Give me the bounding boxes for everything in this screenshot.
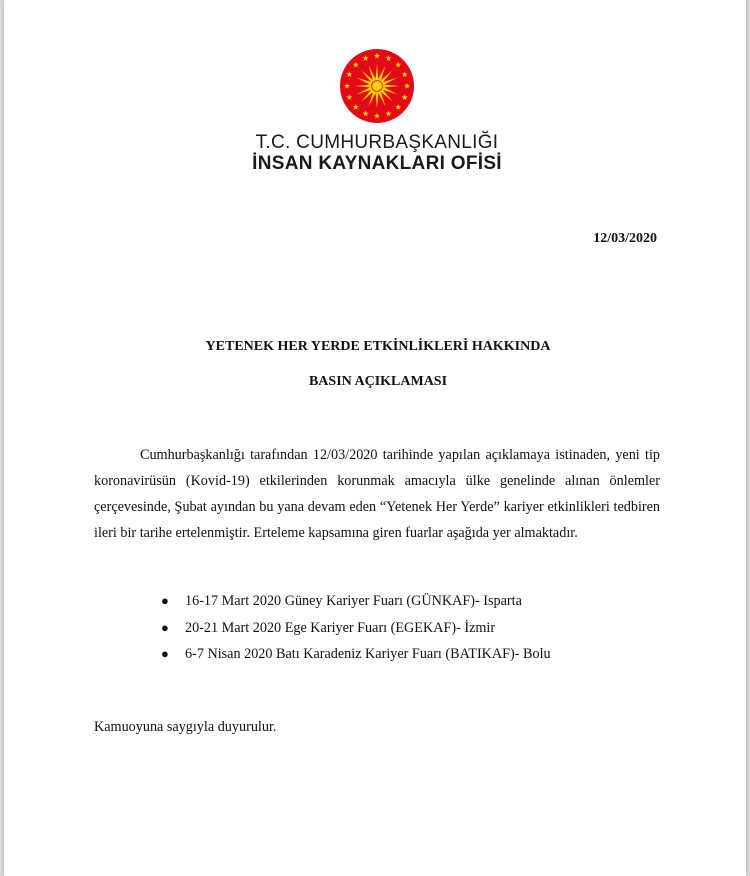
- fair-entry: 6-7 Nisan 2020 Batı Karadeniz Kariyer Fuarı (BATIKAF)- Bolu: [185, 646, 551, 662]
- document-title: YETENEK HER YERDE ETKİNLİKLERİ HAKKINDA: [205, 339, 551, 354]
- presidential-seal-icon: [339, 48, 415, 124]
- org-name-line-1: T.C. CUMHURBAŞKANLIĞI: [255, 132, 499, 153]
- closing-line: Kamuoyuna saygıyla duyurulur.: [94, 719, 277, 735]
- bullet-icon: ●: [161, 593, 169, 608]
- list-item: [159, 646, 551, 673]
- bullet-icon: ●: [161, 619, 169, 635]
- document-page: [4, 0, 746, 876]
- postponed-fairs-list: [159, 593, 551, 673]
- list-item: [159, 620, 551, 647]
- fair-entry: 20-21 Mart 2020 Ege Kariyer Fuarı (EGEKAF)- İzmir: [185, 619, 496, 636]
- list-item: [159, 593, 551, 620]
- bullet-icon: ●: [161, 646, 169, 661]
- document-date: 12/03/2020: [593, 231, 657, 246]
- fair-entry: 16-17 Mart 2020 Güney Kariyer Fuarı (GÜNKAF)- Isparta: [185, 593, 522, 609]
- document-subtitle: BASIN AÇIKLAMASI: [308, 374, 448, 389]
- org-name-line-2: İNSAN KAYNAKLARI OFİSİ: [252, 153, 502, 174]
- announcement-paragraph: Cumhurbaşkanlığı tarafından 12/03/2020 tarihinde yapılan açıklamaya istinaden, yeni tip koronavirüsün (Kovid-19) etkilerinden korunmak amacıyla ülke genelinde alınan önlemler çerçevesinde, Şubat ayından bu yana devam eden “Yetenek Her Yerde” kariyer etkinlikleri tedbiren ileri bir tarihe ertelenmiştir. Erteleme kapsamına giren fuarlar aşağıda yer almaktadır.: [94, 447, 660, 541]
